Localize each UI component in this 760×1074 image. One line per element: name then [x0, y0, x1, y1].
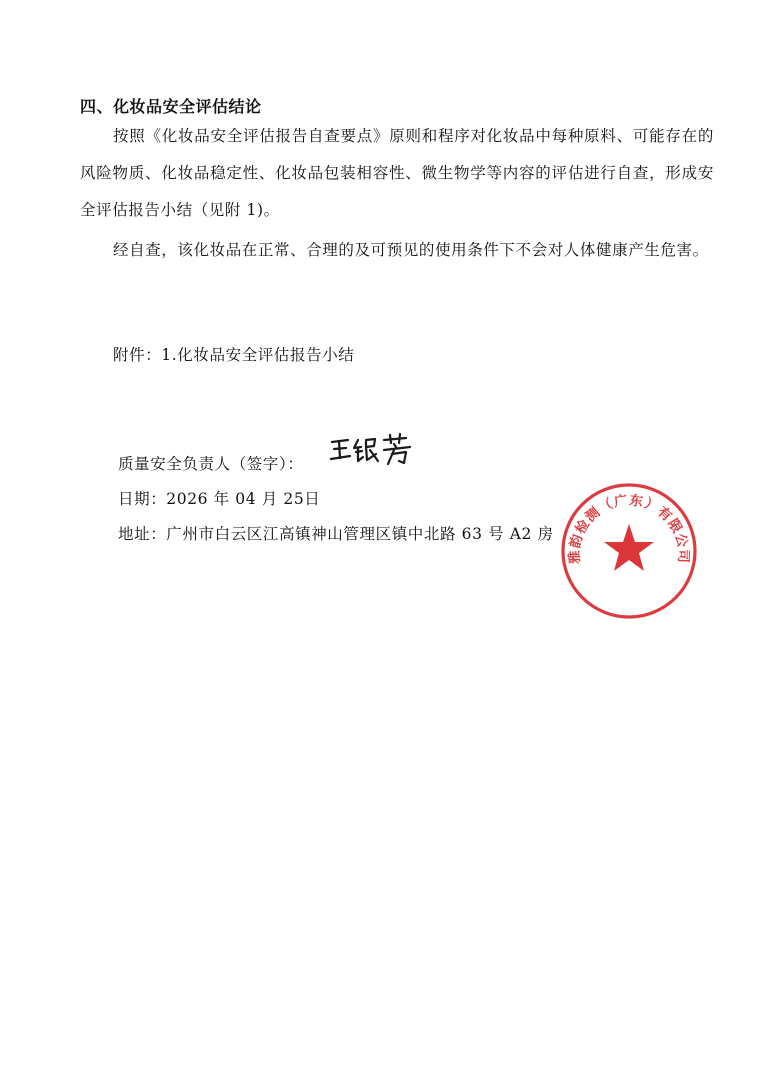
address-line: 地址：广州市白云区江高镇神山管理区镇中北路 63 号 A2 房 — [118, 525, 554, 543]
signature-label: 质量安全负责人（签字）： — [118, 455, 304, 473]
star-icon — [604, 524, 654, 571]
company-seal — [558, 480, 700, 622]
section-heading: 四、化妆品安全评估结论 — [80, 97, 262, 116]
handwritten-signature — [328, 432, 418, 468]
paragraph-review: 按照《化妆品安全评估报告自查要点》原则和程序对化妆品中每种原料、可能存在的风险物质、化妆品稳定性、化妆品包装相容性、微生物学等内容的评估进行自查，形成安全评估报告小结（见附 1)。 — [80, 127, 714, 219]
svg-text:雅韵检测（广东）有限公司: 雅韵检测（广东）有限公司 — [566, 492, 692, 565]
paragraph-conclusion: 经自查，该化妆品在正常、合理的及可预见的使用条件下不会对人体健康产生危害。 — [113, 241, 709, 259]
attachment-line: 附件：1.化妆品安全评估报告小结 — [113, 346, 355, 364]
date-line: 日期：2026 年 04 月 25日 — [118, 490, 321, 508]
